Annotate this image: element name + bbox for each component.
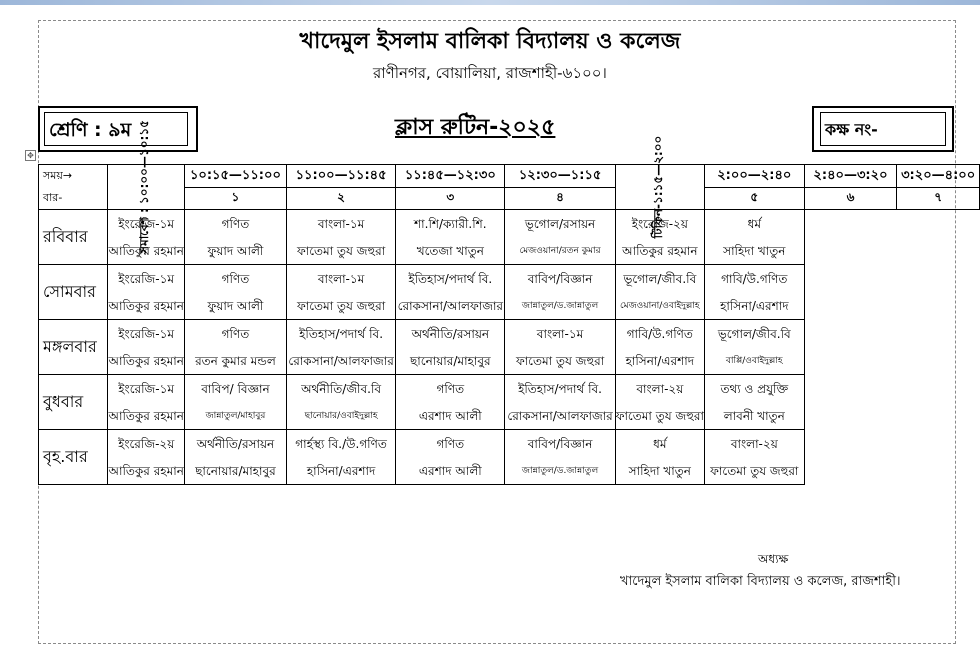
teacher-cell: ফুয়াদ আলী — [184, 237, 286, 265]
day-name: রবিবার — [39, 210, 108, 265]
day-name: বৃহ.বার — [39, 430, 108, 485]
institution-title: খাদেমুল ইসলাম বালিকা বিদ্যালয় ও কলেজ — [299, 29, 681, 54]
day-row — [39, 375, 980, 403]
teacher-cell: জান্নাতুল/ড.জান্নাতুল — [505, 457, 615, 485]
teacher-cell: ছানোয়ার/ওবাইদুল্লাহ — [286, 402, 395, 430]
teacher-cell: ফাতেমা তুয জহুরা — [704, 457, 804, 485]
teacher-cell: হাসিনা/এরশাদ — [286, 457, 395, 485]
teacher-cell: আতিকুর রহমান — [108, 457, 184, 485]
teacher-cell: খতেজা খাতুন — [396, 237, 505, 265]
subject-cell: গণিত — [184, 265, 286, 293]
day-row — [39, 320, 980, 348]
day-row — [39, 210, 980, 238]
subject-cell: ইংরেজি-১ম — [108, 375, 184, 403]
day-row-teachers — [39, 402, 980, 430]
subject-cell: ইংরেজি-১ম — [108, 265, 184, 293]
subject-cell: গণিত — [396, 430, 505, 458]
period-time: ১০:১৫—১১:০০ — [184, 165, 286, 188]
subject-cell: গাবি/উ.গণিত — [615, 320, 704, 348]
subject-cell: অর্থনীতি/রসায়ন — [396, 320, 505, 348]
subject-cell: ইতিহাস/পদার্থ বি. — [396, 265, 505, 293]
period-number: ২ — [286, 188, 395, 210]
subject-cell: ইংরেজি-২য় — [615, 210, 704, 238]
subject-cell: ইতিহাস/পদার্থ বি. — [505, 375, 615, 403]
subject-cell: বাবিপ/ বিজ্ঞান — [184, 375, 286, 403]
day-row — [39, 430, 980, 458]
subject-cell: শা.শি/ক্যারী.শি. — [396, 210, 505, 238]
teacher-cell: ছানোয়ার/মাহাবুর — [396, 347, 505, 375]
period-time: ১১:৪৫—১২:৩০ — [396, 165, 505, 188]
teacher-cell: ছানোয়ার/মাহাবুর — [184, 457, 286, 485]
period-number: ৫ — [704, 188, 804, 210]
room-label: কক্ষ নং- — [820, 112, 946, 146]
subject-cell: বাংলা-১ম — [286, 265, 395, 293]
teacher-cell: ফাতেমা তুয জহুরা — [615, 402, 704, 430]
corner-cell — [39, 165, 108, 210]
subject-cell: গাবি/উ.গণিত — [704, 265, 804, 293]
subject-cell: বাবিপ/বিজ্ঞান — [505, 265, 615, 293]
signatory-institution: খাদেমুল ইসলাম বালিকা বিদ্যালয় ও কলেজ, রাজশাহী। — [620, 574, 901, 589]
table-move-handle-icon[interactable]: ✥ — [25, 150, 36, 161]
subject-cell: গণিত — [396, 375, 505, 403]
teacher-cell: রোকসানা/আলফাজার — [396, 292, 505, 320]
subject-cell: ভূগোল/জীব.বি — [704, 320, 804, 348]
subject-cell: বাংলা-২য় — [704, 430, 804, 458]
day-name: সোমবার — [39, 265, 108, 320]
subject-cell: অর্থনীতি/জীব.বি — [286, 375, 395, 403]
teacher-cell: আতিকুর রহমান — [108, 237, 184, 265]
teacher-cell: সাহিদা খাতুন — [704, 237, 804, 265]
institution-address: রাণীনগর, বোয়ালিয়া, রাজশাহী-৬১০০। — [373, 64, 607, 82]
teacher-cell: আতিকুর রহমান — [615, 237, 704, 265]
day-name: বুধবার — [39, 375, 108, 430]
day-row-teachers — [39, 292, 980, 320]
subject-cell: গার্হস্থ্য বি./উ.গণিত — [286, 430, 395, 458]
teacher-cell: রতন কুমার মন্ডল — [184, 347, 286, 375]
teacher-cell: জান্নাতুল/ড.জান্নাতুল — [505, 292, 615, 320]
teacher-cell: এরশাদ আলী — [396, 402, 505, 430]
teacher-cell: এরশাদ আলী — [396, 457, 505, 485]
subject-cell: তথ্য ও প্রযুক্তি — [704, 375, 804, 403]
period-number: ৬ — [804, 188, 897, 210]
assembly-label: সমাবেশ : ১০:০০—১০:১৫ — [137, 120, 152, 254]
period-time: ২:০০—২:৪০ — [704, 165, 804, 188]
teacher-cell: ফাতেমা তুয জহুরা — [505, 347, 615, 375]
teacher-cell: বাপ্পি/ওবাইদুল্লাহ — [704, 347, 804, 375]
day-row-teachers — [39, 457, 980, 485]
subject-cell: ধর্ম — [615, 430, 704, 458]
teacher-cell: হাসিনা/এরশাদ — [615, 347, 704, 375]
subject-cell: গণিত — [184, 210, 286, 238]
room-box — [812, 106, 954, 152]
subject-cell: বাংলা-১ম — [505, 320, 615, 348]
teacher-cell: মেজওয়ানা/ওবাইদুল্লাহ — [615, 292, 704, 320]
teacher-cell: মেজওয়ানা/রতন কুমার — [505, 237, 615, 265]
teacher-cell: জান্নাতুল/মাহাবুর — [184, 402, 286, 430]
teacher-cell: সাহিদা খাতুন — [615, 457, 704, 485]
subject-cell: বাবিপ/বিজ্ঞান — [505, 430, 615, 458]
day-name: মঙ্গলবার — [39, 320, 108, 375]
subject-cell: গণিত — [184, 320, 286, 348]
header-time-row — [39, 165, 980, 188]
subject-cell: ভূগোল/রসায়ন — [505, 210, 615, 238]
period-number: ৪ — [505, 188, 615, 210]
subject-cell: বাংলা-২য় — [615, 375, 704, 403]
subject-cell: বাংলা-১ম — [286, 210, 395, 238]
teacher-cell: রোকসানা/আলফাজার — [286, 347, 395, 375]
period-number: ৭ — [897, 188, 980, 210]
period-time: ৩:২০—৪:০০ — [897, 165, 980, 188]
day-row — [39, 265, 980, 293]
teacher-cell: আতিকুর রহমান — [108, 292, 184, 320]
signatory-title: অধ্যক্ষ — [758, 552, 789, 566]
subject-cell: ভূগোল/জীব.বি — [615, 265, 704, 293]
teacher-cell: ফুয়াদ আলী — [184, 292, 286, 320]
subject-cell: ইংরেজি-১ম — [108, 210, 184, 238]
corner-time-label: সময়→ — [43, 169, 73, 182]
period-time: ২:৪০—৩:২০ — [804, 165, 897, 188]
break-label: টিফিন-১:১৫—২:০০ — [650, 135, 665, 239]
routine-title: ক্লাস রুটিন-২০২৫ — [395, 115, 556, 140]
teacher-cell: ফাতেমা তুয জহুরা — [286, 237, 395, 265]
subject-cell: ইতিহাস/পদার্থ বি. — [286, 320, 395, 348]
day-row-teachers — [39, 347, 980, 375]
class-box — [38, 106, 198, 152]
subject-cell: ইংরেজি-১ম — [108, 320, 184, 348]
teacher-cell: রোকসানা/আলফাজার — [505, 402, 615, 430]
class-label: শ্রেণি : ৯ম — [44, 112, 188, 146]
teacher-cell: লাবনী খাতুন — [704, 402, 804, 430]
day-row-teachers — [39, 237, 980, 265]
teacher-cell: হাসিনা/এরশাদ — [704, 292, 804, 320]
period-number: ৩ — [396, 188, 505, 210]
subject-cell: ইংরেজি-২য় — [108, 430, 184, 458]
period-time: ১২:৩০—১:১৫ — [505, 165, 615, 188]
subject-cell: অর্থনীতি/রসায়ন — [184, 430, 286, 458]
teacher-cell: আতিকুর রহমান — [108, 347, 184, 375]
corner-day-label: বার- — [43, 191, 63, 204]
period-number: ১ — [184, 188, 286, 210]
teacher-cell: আতিকুর রহমান — [108, 402, 184, 430]
window-top-strip — [0, 0, 980, 5]
period-time: ১১:০০—১১:৪৫ — [286, 165, 395, 188]
subject-cell: ধর্ম — [704, 210, 804, 238]
teacher-cell: ফাতেমা তুয জহুরা — [286, 292, 395, 320]
